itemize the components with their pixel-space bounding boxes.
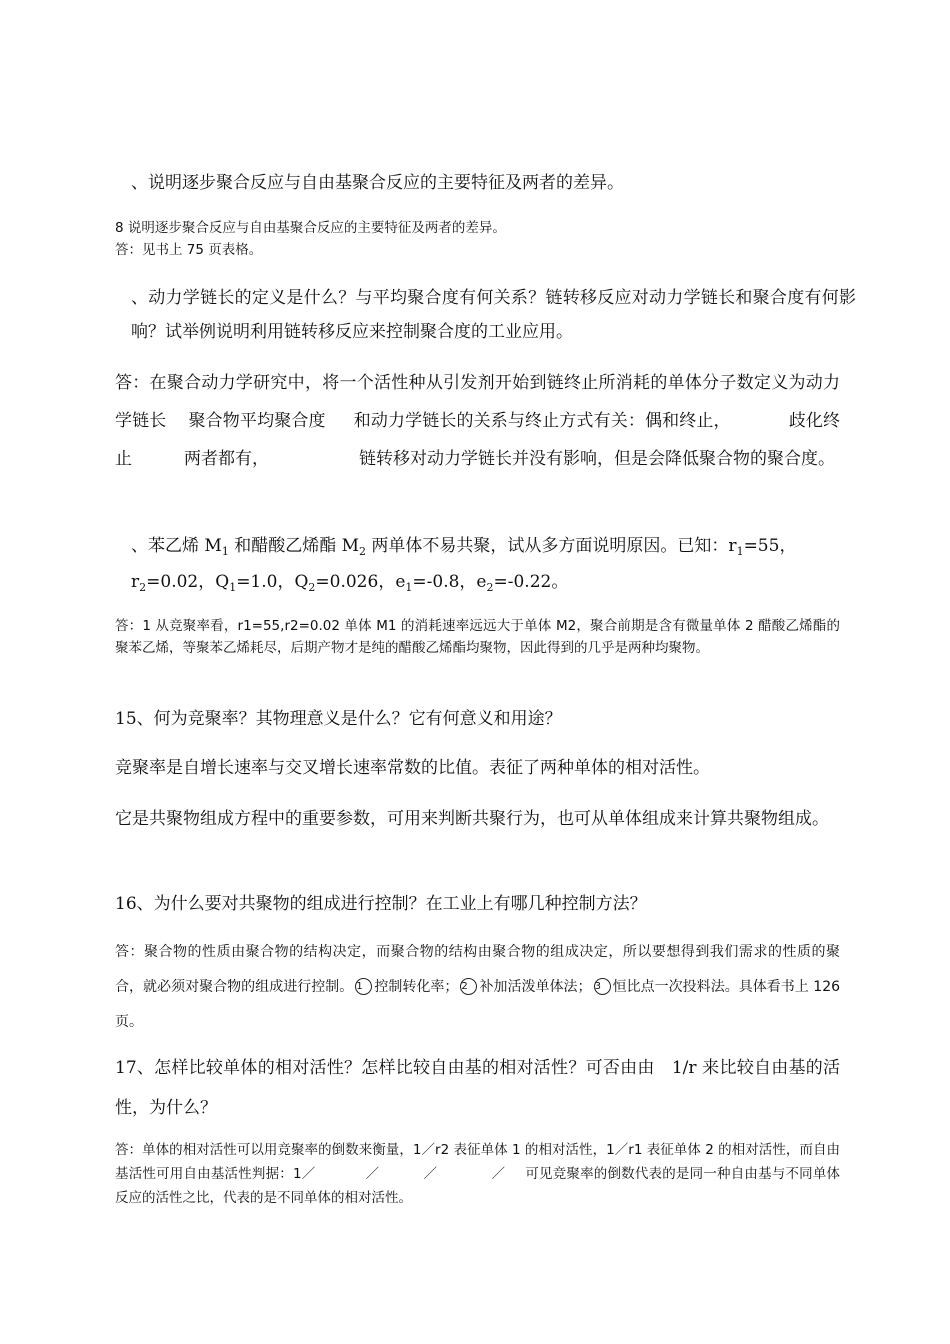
q10-sub-1: 1 [221, 545, 229, 558]
q10-text-1: 、苯乙烯 M [131, 536, 222, 556]
q10-sub-8: 2 [486, 581, 494, 594]
q16-answer-text-3: 补加活泼单体法； [479, 979, 592, 995]
circled-number-3: 3 [594, 978, 611, 995]
q10-text-5: =0.02，Q [146, 572, 230, 592]
q17-answer [115, 1138, 840, 1210]
q10-text-6: =1.0，Q [236, 572, 309, 592]
q10-text-8: =-0.8，e [412, 572, 487, 592]
q16-answer-text-4: 恒比点一次投料法。具体看书上 126 页。 [115, 979, 841, 1030]
q17-slash-3: ／ [491, 1166, 506, 1182]
q16-answer-text-2: 控制转化率； [374, 979, 459, 995]
q17-answer-text-1: 答：单体的相对活性可以用竞聚率的倒数来衡量，1／r2 表征单体 1 的相对活性，1／r1 表征单体 2 的相对活性，而自由基活性可用自由基活性判据：1／ [115, 1142, 840, 1182]
q16-answer [115, 935, 840, 1040]
q17-title: 17、怎样比较单体的相对活性？怎样比较自由基的相对活性？可否由由 1/r 来比较自由基的活性，为什么？ [115, 1058, 840, 1118]
q10-sub-2: 2 [359, 545, 367, 558]
circled-number-2: 2 [460, 978, 477, 995]
q9-answer [115, 364, 840, 478]
q17-slash-2: ／ [423, 1166, 438, 1182]
q10-text-4: =55，r [131, 536, 797, 592]
circled-number-1: 1 [355, 978, 372, 995]
q9-answer-part3: 和动力学链长的关系与终止方式有关：偶和终止， [353, 411, 731, 431]
q9-answer-part1: 答：在聚合动力学研究中，将一个活性种从引发剂开始到链终止所消耗的单体分子数定义为动力学链长 [115, 373, 840, 431]
q10-title [115, 528, 856, 600]
q8-title: 、说明逐步聚合反应与自由基聚合反应的主要特征及两者的差异。 [131, 173, 624, 193]
q8-repeat: 8 说明逐步聚合反应与自由基聚合反应的主要特征及两者的差异。 [115, 220, 506, 236]
q15-title: 15、何为竞聚率？其物理意义是什么？它有何意义和用途？ [115, 709, 562, 729]
q10-text-2: 和醋酸乙烯酯 M [228, 536, 360, 556]
q9-answer-part6: 链转移对动力学链长并没有影响，但是会降低聚合物的聚合度。 [359, 449, 835, 469]
q10-sub-4: 2 [139, 581, 147, 594]
q17-slash-1: ／ [365, 1166, 380, 1182]
q17-answer-text-2: 可见竞聚率的倒数代表的是同一种自由基与不同单体反应的活性之比，代表的是不同单体的相对活性。 [115, 1166, 841, 1206]
q15-answer-1: 竞聚率是自增长速率与交叉增长速率常数的比值。表征了两种单体的相对活性。 [115, 758, 710, 778]
q10-text-9: =-0.22。 [493, 572, 569, 592]
q10-sub-5: 1 [229, 581, 237, 594]
q10-sub-6: 2 [308, 581, 316, 594]
q9-answer-part2: 聚合物平均聚合度 [188, 411, 326, 431]
q15-answer-2: 它是共聚物组成方程中的重要参数，可用来判断共聚行为，也可从单体组成来计算共聚物组成。 [115, 809, 829, 829]
q8-answer: 答：见书上 75 页表格。 [115, 242, 263, 258]
q16-answer-text-1: 答：聚合物的性质由聚合物的结构决定，而聚合物的结构由聚合物的组成决定，所以要想得到我们需求的性质的聚合，就必须对聚合物的组成进行控制。 [115, 944, 840, 995]
q10-sub-3: 1 [736, 545, 744, 558]
q9-title: 、动力学链长的定义是什么？与平均聚合度有何关系？链转移反应对动力学链长和聚合度有何影响？试举例说明利用链转移反应来控制聚合度的工业应用。 [131, 288, 856, 342]
q10-answer: 答：1 从竞聚率看，r1=55,r2=0.02 单体 M1 的消耗速率远远大于单体 M2，聚合前期是含有微量单体 2 醋酸乙烯酯的聚苯乙烯，等聚苯乙烯耗尽，后期产物才是纯的醋酸乙烯酯均聚物，因此得到的几乎是两种均聚物。 [115, 618, 840, 656]
q9-answer-part4: 歧化终止 [115, 411, 841, 469]
q10-text-7: =0.026，e [315, 572, 406, 592]
q10-text-3: 两单体不易共聚，试从多方面说明原因。已知：r [366, 536, 737, 556]
q16-title: 16、为什么要对共聚物的组成进行控制？在工业上有哪几种控制方法？ [115, 894, 647, 914]
q9-answer-part5: 两者都有， [184, 449, 269, 469]
q10-sub-7: 1 [405, 581, 413, 594]
